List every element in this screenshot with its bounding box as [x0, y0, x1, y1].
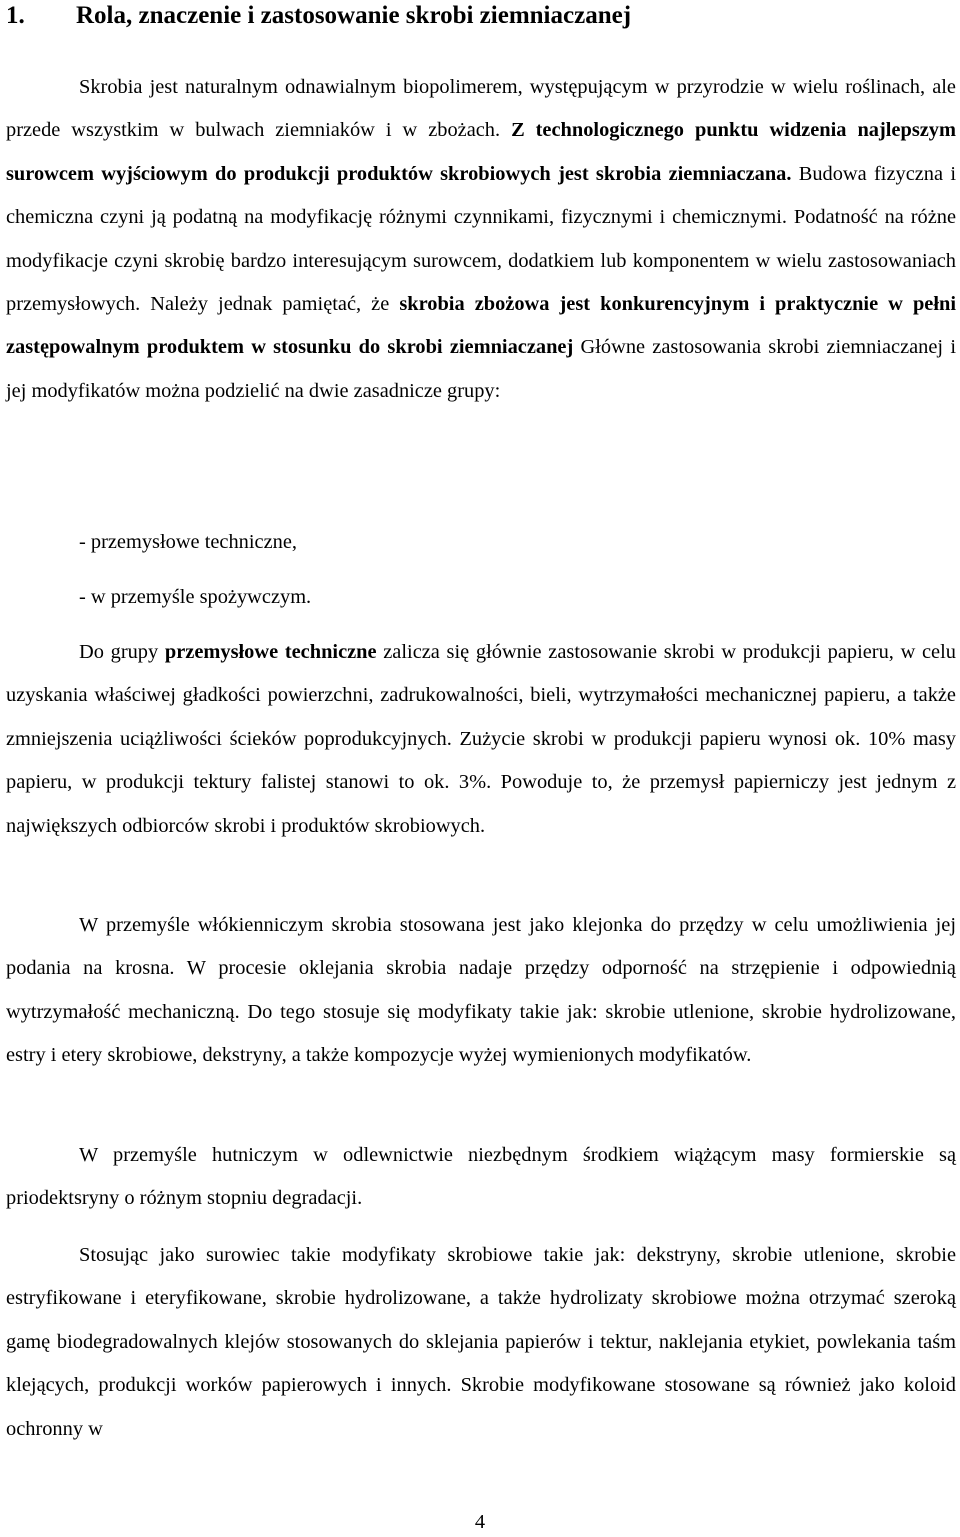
bold-text: skrobia zbożowa jest konkurencyjnym i praktycznie w pełni zastępowalnym produktem w stosunku do skrobi ziemniaczanej — [6, 293, 957, 359]
paragraph-text: Główne zastosowania skrobi ziemniaczanej i jej modyfikatów można podzielić na dwie zasadnicze grupy: — [6, 336, 956, 402]
section-heading — [6, 0, 631, 32]
paragraph-paper-industry — [6, 631, 956, 848]
paragraph-textile-industry: W przemyśle włókienniczym skrobia stosowana jest jako klejonka do przędzy w celu umożliwienia jej podania na krosna. W procesie oklejania skrobia nadaje przędzy odporność na strzępienie i odpowiednią wytrzymałość mechaniczną. Do tego stosuje się modyfikaty takie jak: skrobie utlenione, skrobie hydrolizowane, estry i etery skrobiowe, dekstryny, a także kompozycje wyżej wymienionych modyfikatów. — [6, 914, 956, 1067]
paragraph-text: Budowa fizyczna i chemiczna czyni ją podatną na modyfikację różnymi czynnikami, fizycznymi i chemicznymi. Podatność na różne modyfikacje czyni skrobię bardzo interesującym surowcem, dodatkiem lub komponentem w wielu zastosowaniach przemysłowych. Należy jednak pamiętać, że — [6, 162, 957, 316]
section-number: 1. — [6, 2, 25, 29]
list-item-technical: - przemysłowe techniczne, — [79, 531, 297, 553]
bold-text: przemysłowe techniczne — [164, 641, 377, 663]
page-number: 4 — [474, 1511, 486, 1533]
paragraph-adhesives: Stosując jako surowiec takie modyfikaty skrobiowe takie jak: dekstryny, skrobie utlenione, skrobie estryfikowane i eteryfikowane, skrobie hydrolizowane, a także hydrolizaty skrobiowe można otrzymać szeroką gamę biodegradowalnych klejów stosowanych do sklejania papierów i tektur, naklejania etykiet, powlekania taśm klejących, produkcji worków papierowych i innych. Skrobie modyfikowane stosowane są również jako koloid ochronny w — [6, 1244, 956, 1440]
list-item-food: - w przemyśle spożywczym. — [79, 586, 312, 608]
bold-text: Z technologicznego punktu widzenia najlepszym surowcem wyjściowym do produkcji produktów skrobiowych jest skrobia ziemniaczana. — [6, 119, 956, 185]
paragraph-text: Do grupy — [79, 641, 165, 663]
section-title: Rola, znaczenie i zastosowanie skrobi ziemniaczanej — [76, 2, 632, 29]
paragraph-starch-intro — [6, 66, 956, 413]
paragraph-text: Skrobia jest naturalnym odnawialnym biopolimerem, występującym w przyrodzie w wielu roślinach, ale przede wszystkim w bulwach ziemniaków i w zbożach. — [6, 76, 956, 142]
paragraph-metallurgy: W przemyśle hutniczym w odlewnictwie niezbędnym środkiem wiążącym masy formierskie są priodektsryny o różnym stopniu degradacji. — [6, 1144, 956, 1210]
paragraph-text: zalicza się głównie zastosowanie skrobi w produkcji papieru, w celu uzyskania właściwej gładkości powierzchni, zadrukowalności, bieli, wytrzymałości mechanicznej papieru, a także zmniejszenia uciążliwości ścieków poprodukcyjnych. Zużycie skrobi w produkcji papieru wynosi ok. 10% masy papieru, w produkcji tektury falistej stanowi to ok. 3%. Powoduje to, że przemysł papierniczy jest jednym z największych odbiorców skrobi i produktów skrobiowych. — [6, 641, 956, 837]
